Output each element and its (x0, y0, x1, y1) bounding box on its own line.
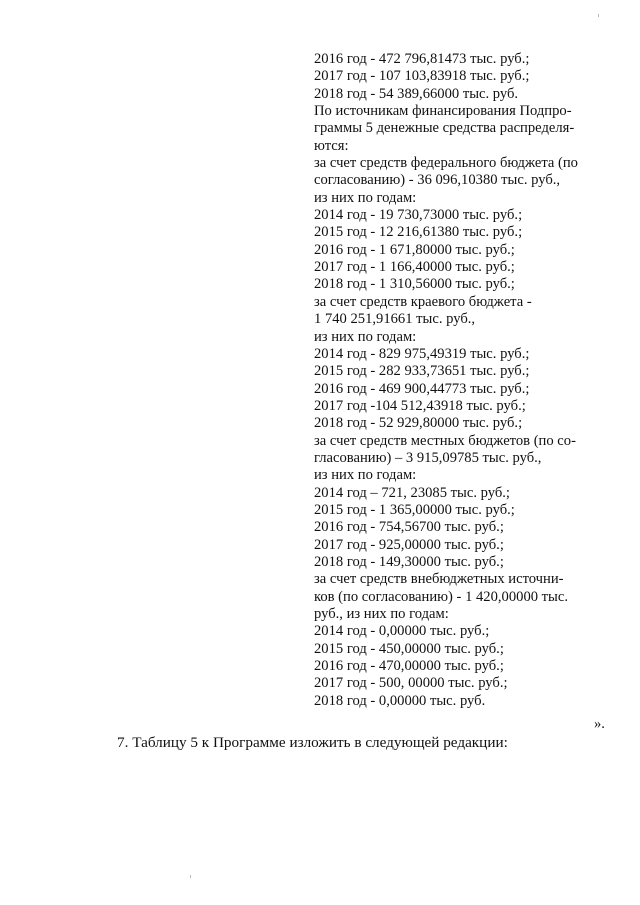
text-line: 2016 год - 754,56700 тыс. руб.; (314, 519, 504, 536)
text-line: 2015 год - 1 365,00000 тыс. руб.; (314, 501, 515, 518)
closing-quote: ». (594, 716, 605, 732)
text-line: 2018 год - 52 929,80000 тыс. руб.; (314, 415, 523, 432)
text-line: По источникам финансирования Подпро- (314, 103, 572, 120)
text-line: ков (по согласованию) - 1 420,00000 тыс. (314, 588, 568, 605)
text-line: 2018 год - 54 389,66000 тыс. руб. (314, 85, 519, 102)
text-line: 2018 год - 0,00000 тыс. руб. (314, 692, 486, 709)
text-line: граммы 5 денежные средства распределя- (314, 120, 575, 137)
text-line: руб., из них по годам: (314, 606, 449, 622)
item-7-paragraph: 7. Таблицу 5 к Программе изложить в следующей редакции: (117, 734, 508, 751)
text-line: 2017 год - 500, 00000 тыс. руб.; (314, 675, 508, 692)
subprogram-5-financing-text (314, 51, 604, 710)
text-line: 2017 год -104 512,43918 тыс. руб.; (314, 397, 526, 414)
text-line: 2015 год - 12 216,61380 тыс. руб.; (314, 224, 523, 241)
text-line: за счет средств внебюджетных источни- (314, 571, 564, 588)
text-line: 2016 год - 470,00000 тыс. руб.; (314, 658, 504, 675)
text-line: за счет средств федерального бюджета (по (314, 155, 578, 172)
text-line: 2017 год - 925,00000 тыс. руб.; (314, 536, 504, 553)
text-line: за счет средств краевого бюджета - (314, 293, 532, 310)
text-line: за счет средств местных бюджетов (по со- (314, 432, 576, 449)
text-line: 2016 год - 1 671,80000 тыс. руб.; (314, 241, 515, 258)
scan-speck (598, 14, 599, 17)
text-line: из них по годам: (314, 467, 417, 484)
text-line: 2017 год - 1 166,40000 тыс. руб.; (314, 259, 515, 276)
text-line: 2016 год - 472 796,81473 тыс. руб.; (314, 51, 530, 67)
text-line: из них по годам: (314, 189, 417, 206)
text-line: 2018 год - 1 310,56000 тыс. руб.; (314, 276, 515, 293)
text-line: 2014 год - 829 975,49319 тыс. руб.; (314, 345, 530, 362)
text-line: 2014 год – 721, 23085 тыс. руб.; (314, 484, 510, 501)
text-line: 2014 год - 19 730,73000 тыс. руб.; (314, 207, 523, 224)
text-line: 2015 год - 450,00000 тыс. руб.; (314, 640, 504, 657)
text-line: гласованию) – 3 915,09785 тыс. руб., (314, 449, 542, 466)
text-line: 1 740 251,91661 тыс. руб., (314, 311, 476, 328)
text-line: 2017 год - 107 103,83918 тыс. руб.; (314, 68, 530, 85)
text-line: согласованию) - 36 096,10380 тыс. руб., (314, 172, 561, 189)
text-line: из них по годам: (314, 328, 417, 345)
text-line: 2014 год - 0,00000 тыс. руб.; (314, 623, 490, 640)
text-line: ются: (314, 137, 349, 154)
text-line: 2018 год - 149,30000 тыс. руб.; (314, 553, 504, 570)
text-line: 2015 год - 282 933,73651 тыс. руб.; (314, 363, 530, 380)
text-line: 2016 год - 469 900,44773 тыс. руб.; (314, 380, 530, 397)
scan-speck (190, 875, 191, 878)
